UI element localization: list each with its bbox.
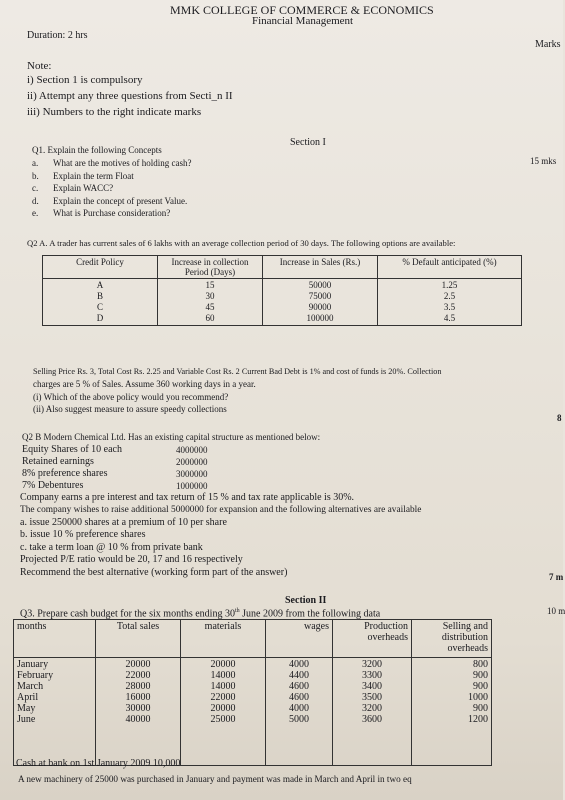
cash-budget-table <box>13 619 492 766</box>
q2b-line: The company wishes to raise additional 5000000 for expansion and the following alternatives are available <box>20 505 422 515</box>
capital-value: 3000000 <box>176 469 208 479</box>
default-cell: 1.25 2.5 3.5 4.5 <box>378 279 522 326</box>
q2a-line: Selling Price Rs. 3, Total Cost Rs. 2.25 and Variable Cost Rs. 2 Current Bad Debt is 1% and cost of funds is 20%. Collection <box>33 367 442 376</box>
sales-cell: 50000 75000 90000 100000 <box>263 279 378 326</box>
months-cell: January February March April May June <box>14 658 96 766</box>
q1-item-label: b. <box>32 171 39 181</box>
duration-label: Duration: 2 hrs <box>27 30 88 41</box>
table-header: Increase in collection Period (Days) <box>158 256 263 279</box>
q2b-intro: Q2 B Modern Chemical Ltd. Has an existing capital structure as mentioned below: <box>22 432 321 442</box>
q2a-line: (ii) Also suggest measure to assure speedy collections <box>33 404 227 414</box>
q1-item-text: Explain the term Float <box>53 171 134 181</box>
q2b-line: b. issue 10 % preference shares <box>20 529 146 540</box>
section-title: Section I <box>290 137 326 148</box>
table-header: Credit Policy <box>43 256 158 279</box>
table-header: Production overheads <box>333 620 412 658</box>
production-cell: 3200 3300 3400 3500 3200 3600 <box>333 658 412 766</box>
q2a-side-mark: 8 <box>557 413 562 423</box>
table-header: % Default anticipated (%) <box>378 256 522 279</box>
capital-label: 7% Debentures <box>22 480 84 491</box>
period-cell: 15 30 45 60 <box>158 279 263 326</box>
wages-cell: 4000 4400 4600 4600 4000 5000 <box>266 658 333 766</box>
q1-item-text: What is Purchase consideration? <box>53 208 171 218</box>
capital-value: 2000000 <box>176 457 208 467</box>
credit-policy-table <box>42 255 522 326</box>
college-name: MMK COLLEGE OF COMMERCE & ECONOMICS <box>170 3 434 17</box>
q3-footer-line: Cash at bank on 1st January 2009 10,000 <box>16 758 181 769</box>
q2a-intro: Q2 A. A trader has current sales of 6 lakhs with an average collection period of 30 days. The following options are available: <box>27 238 456 248</box>
note-line: iii) Numbers to the right indicate marks <box>27 106 202 118</box>
capital-value: 1000000 <box>176 481 208 491</box>
q3-side-mark: 10 m <box>547 606 565 616</box>
capital-label: Retained earnings <box>22 456 94 467</box>
marks-label: Marks <box>535 39 561 50</box>
subject-title: Financial Management <box>252 15 354 27</box>
note-title: Note: <box>27 60 52 72</box>
q1-item-text: Explain WACC? <box>53 183 114 193</box>
q1-marks: 15 mks <box>530 156 557 166</box>
table-header: Selling and distribution overheads <box>412 620 492 658</box>
q1-item-text: What are the motives of holding cash? <box>53 158 192 168</box>
q1-item-label: e. <box>32 208 39 218</box>
table-header: Increase in Sales (Rs.) <box>263 256 378 279</box>
materials-cell: 20000 14000 14000 22000 20000 25000 <box>181 658 266 766</box>
selling-cell: 800 900 900 1000 900 1200 <box>412 658 492 766</box>
policy-cell: A B C D <box>43 279 158 326</box>
q2b-line: Company earns a pre interest and tax return of 15 % and tax rate applicable is 30%. <box>20 492 355 503</box>
table-header: materials <box>181 620 266 658</box>
total-sales-cell: 20000 22000 28000 16000 30000 40000 <box>96 658 181 766</box>
note-line: i) Section 1 is compulsory <box>27 74 143 86</box>
capital-label: Equity Shares of 10 each <box>22 444 122 455</box>
table-header: months <box>14 620 96 658</box>
q2b-line: Recommend the best alternative (working form part of the answer) <box>20 567 288 578</box>
q2b-line: a. issue 250000 shares at a premium of 10 per share <box>20 517 227 528</box>
note-line: ii) Attempt any three questions from Secti_n II <box>27 90 233 102</box>
q1-item-label: a. <box>32 158 39 168</box>
q2a-line: charges are 5 % of Sales. Assume 360 working days in a year. <box>33 379 256 389</box>
section-title: Section II <box>285 595 327 606</box>
q2a-line: (i) Which of the above policy would you recommend? <box>33 392 229 402</box>
capital-label: 8% preference shares <box>22 468 108 479</box>
q2b-side-mark: 7 m <box>549 572 564 582</box>
q3-footer-line: A new machinery of 25000 was purchased in January and payment was made in March and April in two eq <box>18 774 412 784</box>
q3-intro: Q3. Prepare cash budget for the six months ending 30th June 2009 from the following data <box>20 608 381 620</box>
q1-item-text: Explain the concept of present Value. <box>53 196 188 206</box>
q1-item-label: d. <box>32 196 39 206</box>
q2b-line: c. take a term loan @ 10 % from private bank <box>20 542 203 553</box>
q2b-line: Projected P/E ratio would be 20, 17 and 16 respectively <box>20 554 243 565</box>
q1-title: Q1. Explain the following Concepts <box>32 145 162 155</box>
table-header: wages <box>266 620 333 658</box>
capital-value: 4000000 <box>176 445 208 455</box>
table-header: Total sales <box>96 620 181 658</box>
q1-item-label: c. <box>32 183 39 193</box>
